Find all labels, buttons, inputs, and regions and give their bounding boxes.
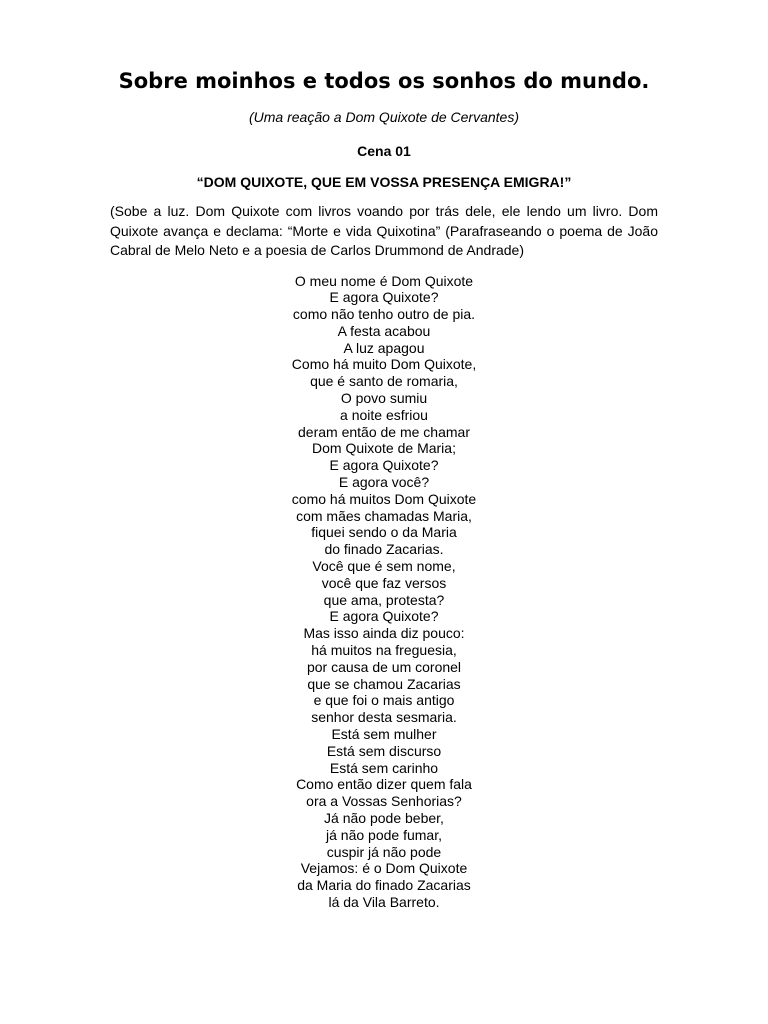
- poem-line: Dom Quixote de Maria;: [312, 440, 456, 457]
- poem-line: O meu nome é Dom Quixote: [294, 272, 474, 289]
- poem-line: A luz apagou: [343, 339, 425, 356]
- scene-label: Cena 01: [357, 143, 411, 159]
- poem-line: Como há muito Dom Quixote,: [291, 356, 477, 373]
- scene-title: “DOM QUIXOTE, QUE EM VOSSA PRESENÇA EMIGRA!”: [196, 174, 572, 190]
- poem-line: que é santo de romaria,: [310, 373, 458, 390]
- poem-line: que ama, protesta?: [323, 591, 445, 608]
- poem-line: Está sem discurso: [326, 742, 442, 759]
- poem-line: que se chamou Zacarias: [307, 675, 461, 692]
- poem-line: deram então de me chamar: [298, 423, 470, 440]
- document-subtitle: (Uma reação a Dom Quixote de Cervantes): [249, 109, 519, 125]
- poem-line: lá da Vila Barreto.: [328, 893, 440, 910]
- poem-line: da Maria do finado Zacarias: [297, 877, 471, 894]
- poem-line: A festa acabou: [337, 322, 431, 339]
- poem-line: já não pode fumar,: [326, 826, 442, 843]
- poem-line: a noite esfriou: [340, 406, 428, 423]
- poem-line: E agora você?: [338, 474, 430, 491]
- poem-line: fiquei sendo o da Maria: [311, 524, 457, 541]
- poem-line: O povo sumiu: [340, 390, 428, 407]
- poem-line: Você que é sem nome,: [312, 558, 456, 575]
- poem-line: cuspir já não pode: [326, 843, 442, 860]
- poem-line: Como então dizer quem fala: [296, 776, 472, 793]
- poem-line: do finado Zacarias.: [324, 541, 444, 558]
- poem-line: como não tenho outro de pia.: [292, 306, 476, 323]
- poem-line: E agora Quixote?: [329, 289, 439, 306]
- poem-line: Está sem carinho: [329, 759, 439, 776]
- poem-line: E agora Quixote?: [329, 457, 439, 474]
- poem-line: Já não pode beber,: [324, 810, 444, 826]
- poem-line: Mas isso ainda diz pouco:: [303, 625, 465, 642]
- poem-line: e que foi o mais antigo: [313, 692, 455, 709]
- poem-line: há muitos na freguesia,: [311, 642, 457, 659]
- poem-line: com mães chamadas Maria,: [296, 507, 472, 524]
- poem-line: E agora Quixote?: [329, 608, 439, 625]
- stage-direction: (Sobe a luz. Dom Quixote com livros voando por trás dele, ele lendo um livro. Dom Quixote avança e declama: “Morte e vida Quixotina” (Parafraseando o poema de João Cabral de Melo Neto e a poesia de Carlos Drummond de Andrade): [110, 203, 658, 258]
- poem-line: por causa de um coronel: [306, 658, 462, 675]
- document-title: Sobre moinhos e todos os sonhos do mundo.: [118, 69, 650, 93]
- poem-line: como há muitos Dom Quixote: [291, 490, 477, 507]
- poem-line: ora a Vossas Senhorias?: [306, 793, 462, 810]
- poem: [110, 273, 658, 911]
- poem-line: Vejamos: é o Dom Quixote: [300, 860, 468, 877]
- poem-line: senhor desta sesmaria.: [311, 709, 457, 726]
- poem-line: Está sem mulher: [331, 726, 437, 743]
- poem-line: você que faz versos: [321, 574, 447, 591]
